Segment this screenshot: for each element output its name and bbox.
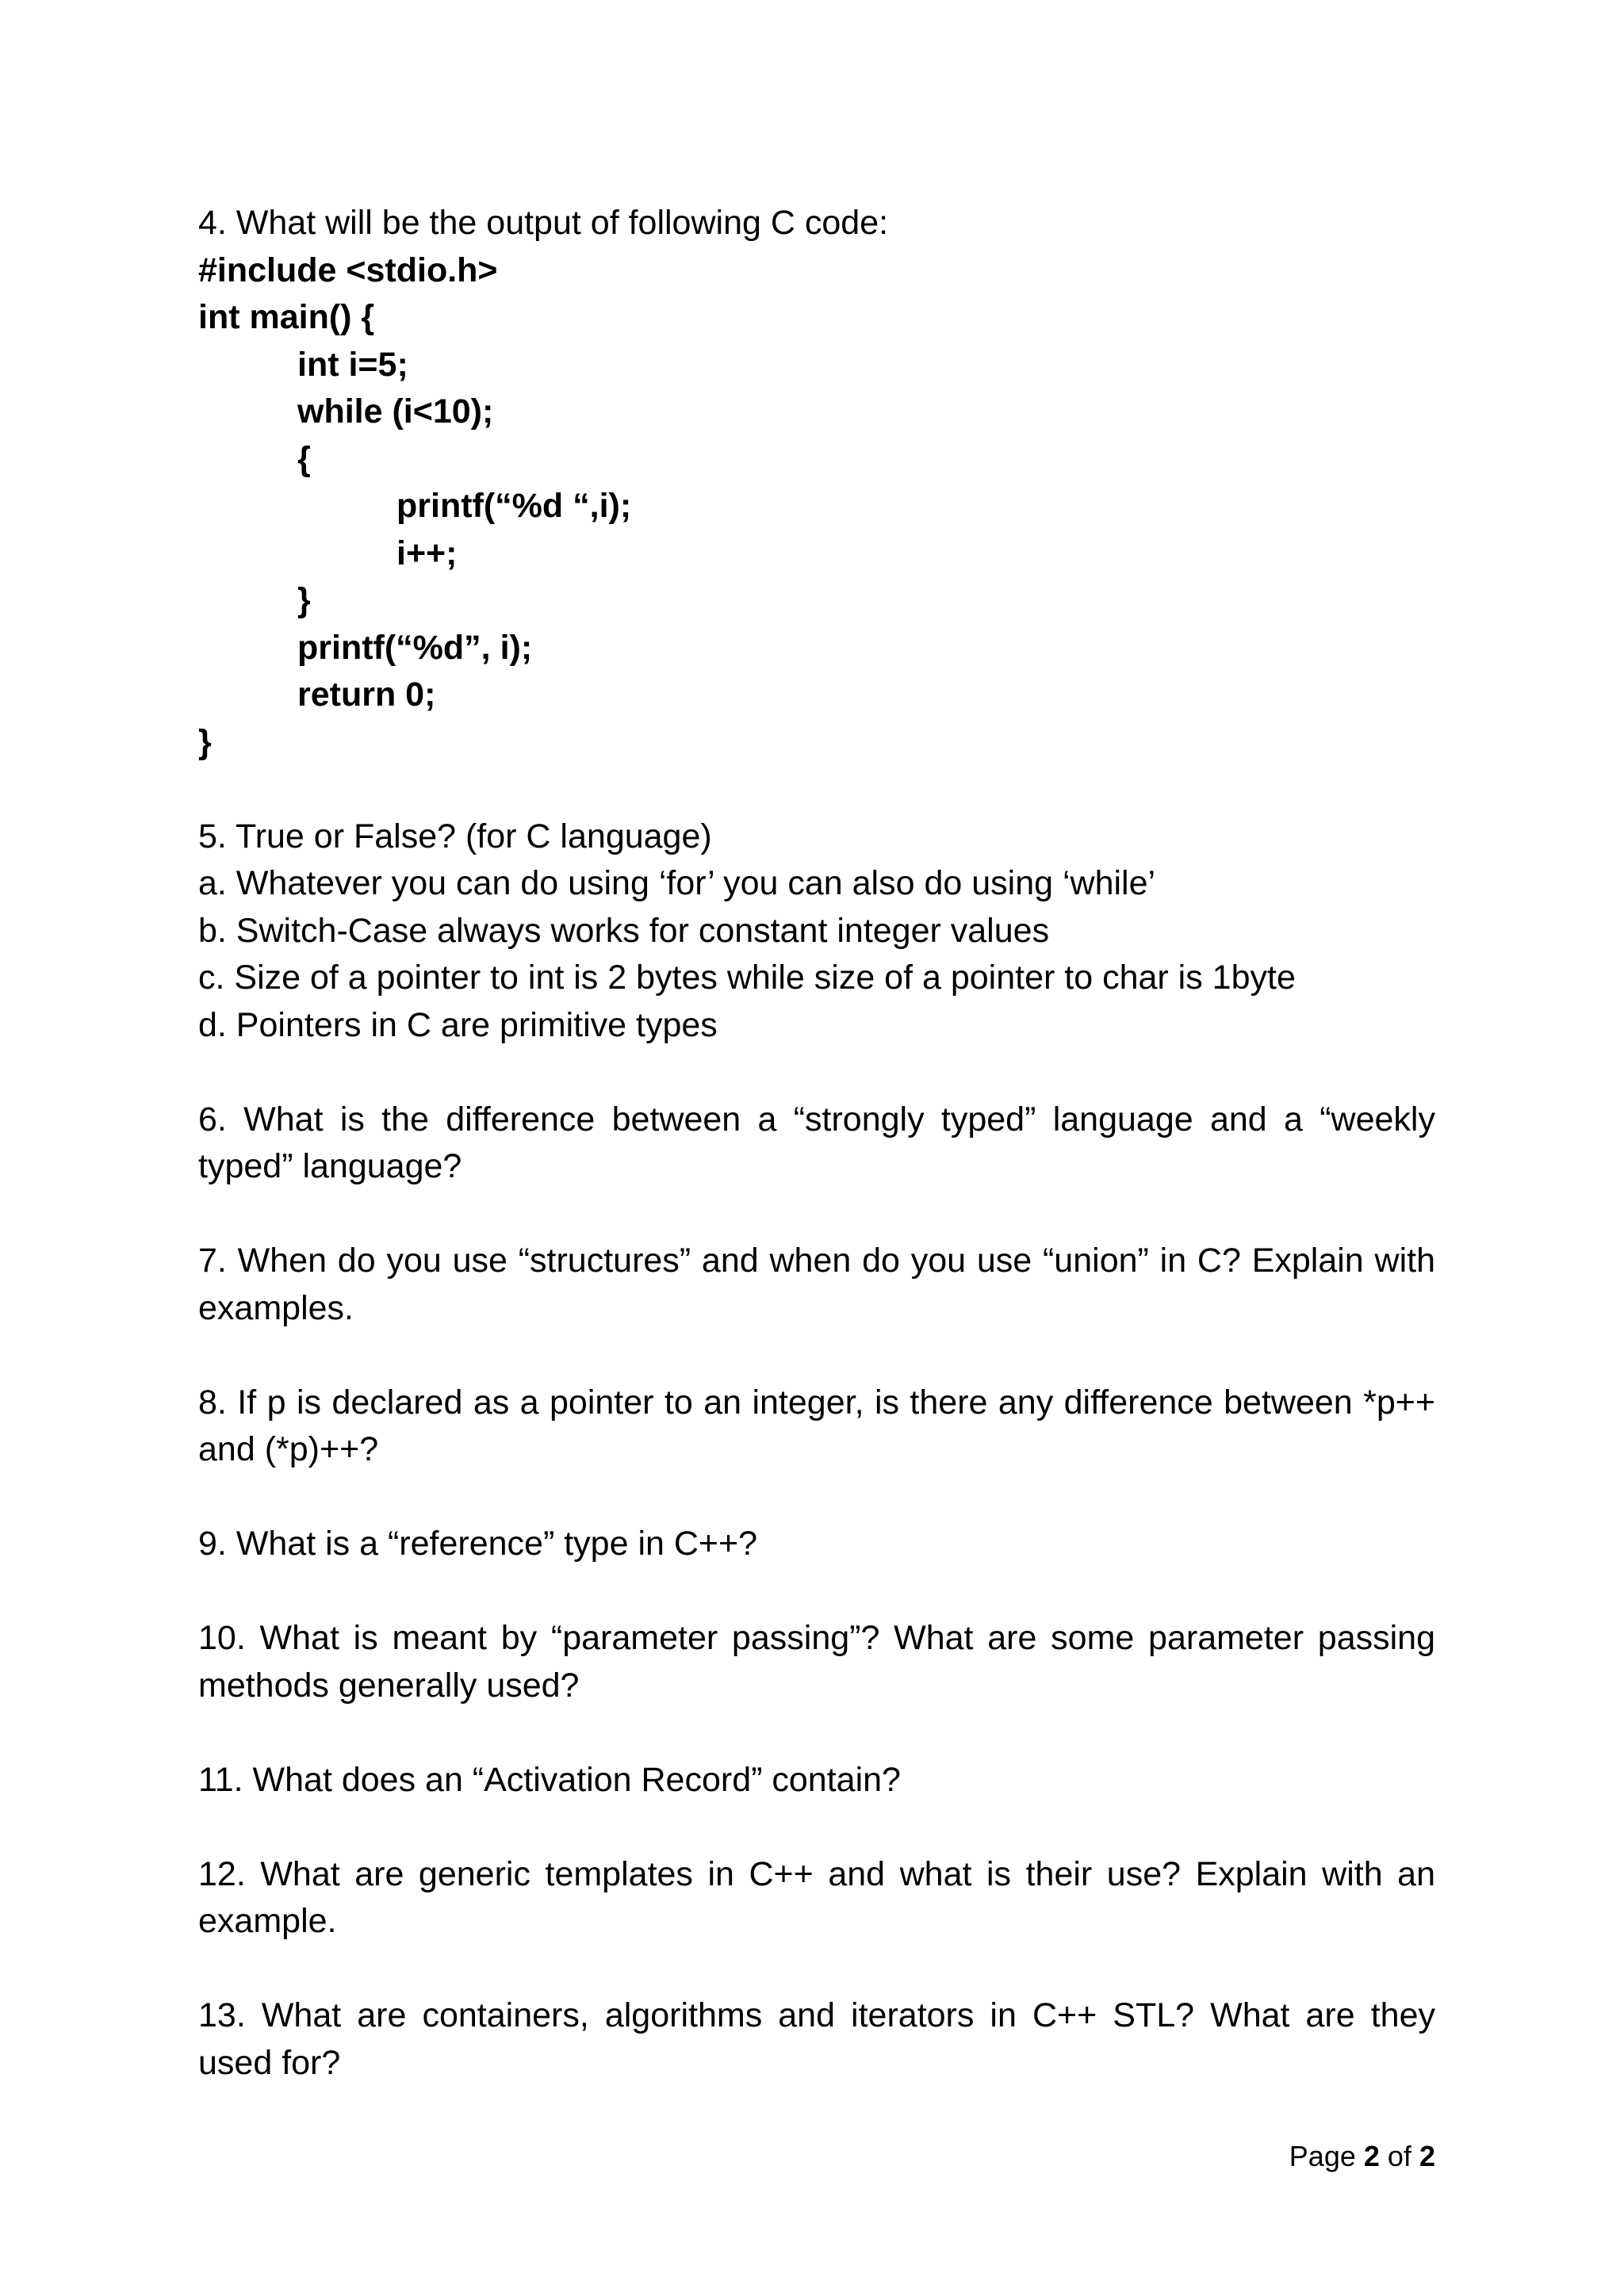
code-line: int i=5; xyxy=(297,345,408,384)
question-7: 7. When do you use “structures” and when do you use “union” in C? Explain with examples. xyxy=(198,1242,1435,1327)
code-block xyxy=(198,247,1435,767)
true-false-item: a. Whatever you can do using ‘for’ you can also do using ‘while’ xyxy=(198,864,1156,902)
question-8: 8. If p is declared as a pointer to an integer, is there any difference between *p++ and (*p)++? xyxy=(198,1383,1435,1468)
spacer xyxy=(198,1332,1435,1380)
question-4-prompt: 4. What will be the output of following C code: xyxy=(198,204,889,242)
spacer xyxy=(198,1804,1435,1851)
question-9: 9. What is a “reference” type in C++? xyxy=(198,1525,758,1563)
code-line: int main() { xyxy=(198,298,375,336)
code-line: } xyxy=(297,581,311,619)
question-6: 6. What is the difference between a “strongly typed” language and a “weekly typed” language? xyxy=(198,1100,1435,1185)
true-false-item: b. Switch-Case always works for constant integer values xyxy=(198,911,1050,950)
code-line: return 0; xyxy=(297,675,436,714)
total-pages: 2 xyxy=(1419,2140,1435,2172)
spacer xyxy=(198,1946,1435,1993)
question-10: 10. What is meant by “parameter passing”? What are some parameter passing methods generally used? xyxy=(198,1619,1435,1705)
code-line: while (i<10); xyxy=(297,392,494,430)
question-list xyxy=(198,200,1435,2087)
spacer xyxy=(198,1049,1435,1096)
code-line: } xyxy=(198,722,212,761)
question-5 xyxy=(198,813,1435,1050)
page-word: Page xyxy=(1289,2140,1356,2172)
of-word: of xyxy=(1387,2140,1411,2172)
spacer xyxy=(198,1568,1435,1616)
page-number xyxy=(1289,2139,1435,2174)
spacer xyxy=(198,1474,1435,1521)
code-line: printf(“%d “,i); xyxy=(396,487,632,525)
question-12: 12. What are generic templates in C++ and what is their use? Explain with an example. xyxy=(198,1854,1435,1940)
current-page: 2 xyxy=(1363,2140,1380,2172)
code-line: printf(“%d”, i); xyxy=(297,628,533,667)
spacer xyxy=(198,1191,1435,1238)
question-5-prompt: 5. True or False? (for C language) xyxy=(198,817,712,855)
question-11: 11. What does an “Activation Record” contain? xyxy=(198,1760,901,1799)
code-line: { xyxy=(297,439,311,478)
true-false-item: c. Size of a pointer to int is 2 bytes while size of a pointer to char is 1byte xyxy=(198,959,1296,997)
question-4 xyxy=(198,200,1435,766)
question-13: 13. What are containers, algorithms and iterators in C++ STL? What are they used for? xyxy=(198,1996,1435,2082)
spacer xyxy=(198,1709,1435,1757)
code-line: #include <stdio.h> xyxy=(198,251,498,289)
true-false-item: d. Pointers in C are primitive types xyxy=(198,1005,718,1044)
spacer xyxy=(198,766,1435,813)
code-line: i++; xyxy=(396,534,458,572)
